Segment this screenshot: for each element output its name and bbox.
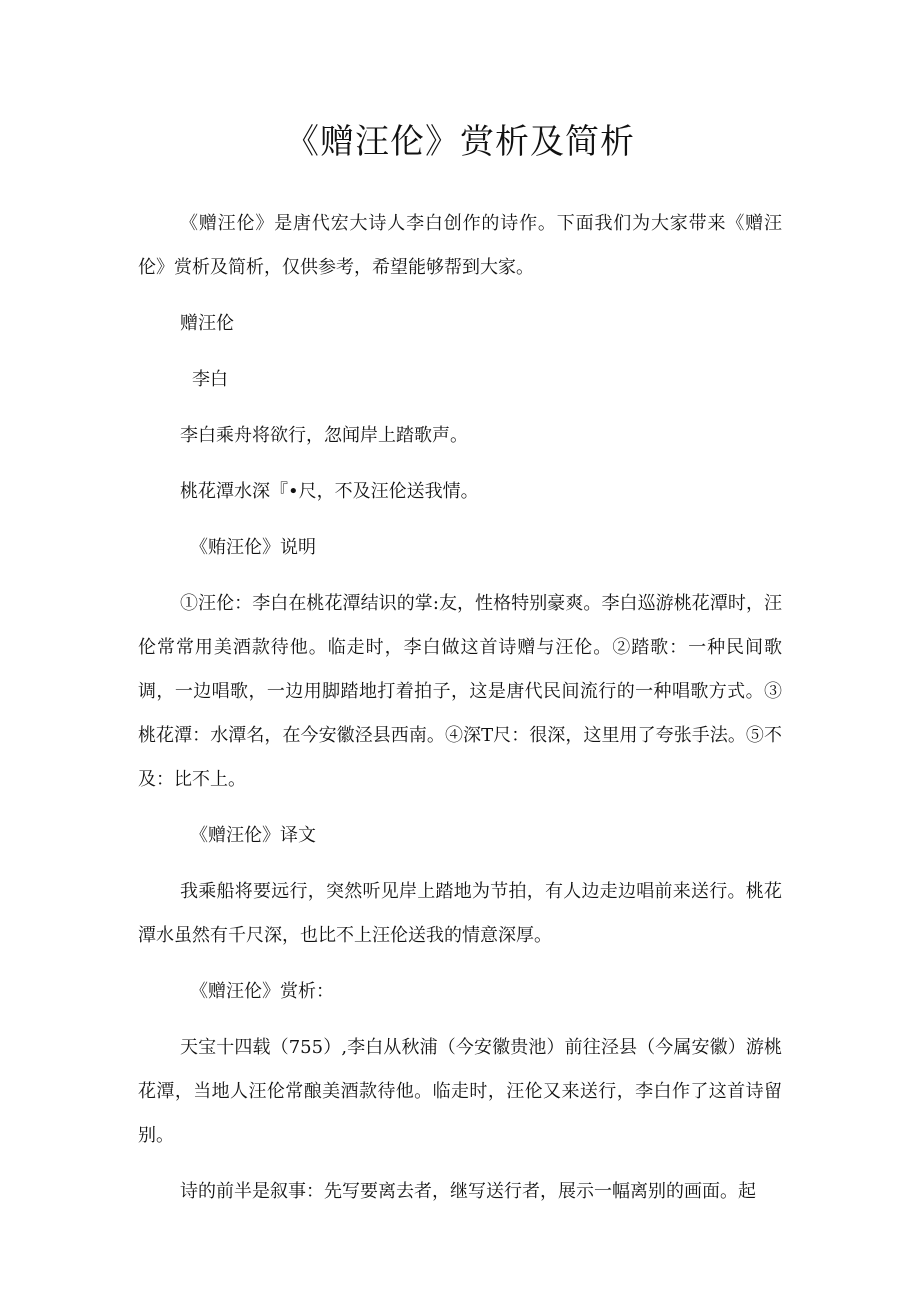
intro-paragraph: 《赠汪伦》是唐代宏大诗人李白创作的诗作。下面我们为大家带来《赠汪伦》赏析及简析，仅供参考，希望能够帮到大家。 — [138, 213, 782, 278]
translation-paragraph: 我乘船将要远行，突然听见岸上踏地为节拍，有人边走边唱前来送行。桃花潭水虽然有千尺深，也比不上汪伦送我的情意深厚。 — [138, 881, 782, 946]
analysis-heading: 《赠汪伦》赏析： — [190, 981, 334, 1002]
translation-heading: 《赠汪伦》译文 — [190, 825, 316, 846]
poem-title: 赠汪伦 — [180, 313, 234, 334]
notes-paragraph: ①汪伦：李白在桃花潭结识的掌:友，性格特别豪爽。李白巡游桃花潭时，汪伦常常用美酒款待他。临走时，李白做这首诗赠与汪伦。②踏歌：一种民间歌调，一边唱歌，一边用脚踏地打着拍子，这是唐代民间流行的一种唱歌方式。③桃花潭：水潭名，在今安徽泾县西南。④深T尺：很深，这里用了夸张手法。⑤不及：比不上。 — [138, 593, 782, 790]
poem-line-1: 李白乘舟将欲行，忽闻岸上踏歌声。 — [180, 425, 468, 446]
document-body — [138, 202, 782, 1226]
poem-line-2: 桃花潭水深『•尺，不及汪伦送我情。 — [180, 481, 479, 502]
page-title: 《赠汪伦》赏析及简析 — [285, 122, 635, 162]
analysis-paragraph-1: 天宝十四载（755）,李白从秋浦（今安徽贵池）前往泾县（今属安徽）游桃花潭，当地人汪伦常酿美酒款待他。临走时，汪伦又来送行，李白作了这首诗留别。 — [138, 1037, 782, 1146]
notes-heading: 《贿汪伦》说明 — [190, 537, 316, 558]
poem-author: 李白 — [192, 369, 228, 390]
analysis-paragraph-2: 诗的前半是叙事：先写要离去者，继写送行者，展示一幅离别的画面。起 — [180, 1181, 756, 1202]
